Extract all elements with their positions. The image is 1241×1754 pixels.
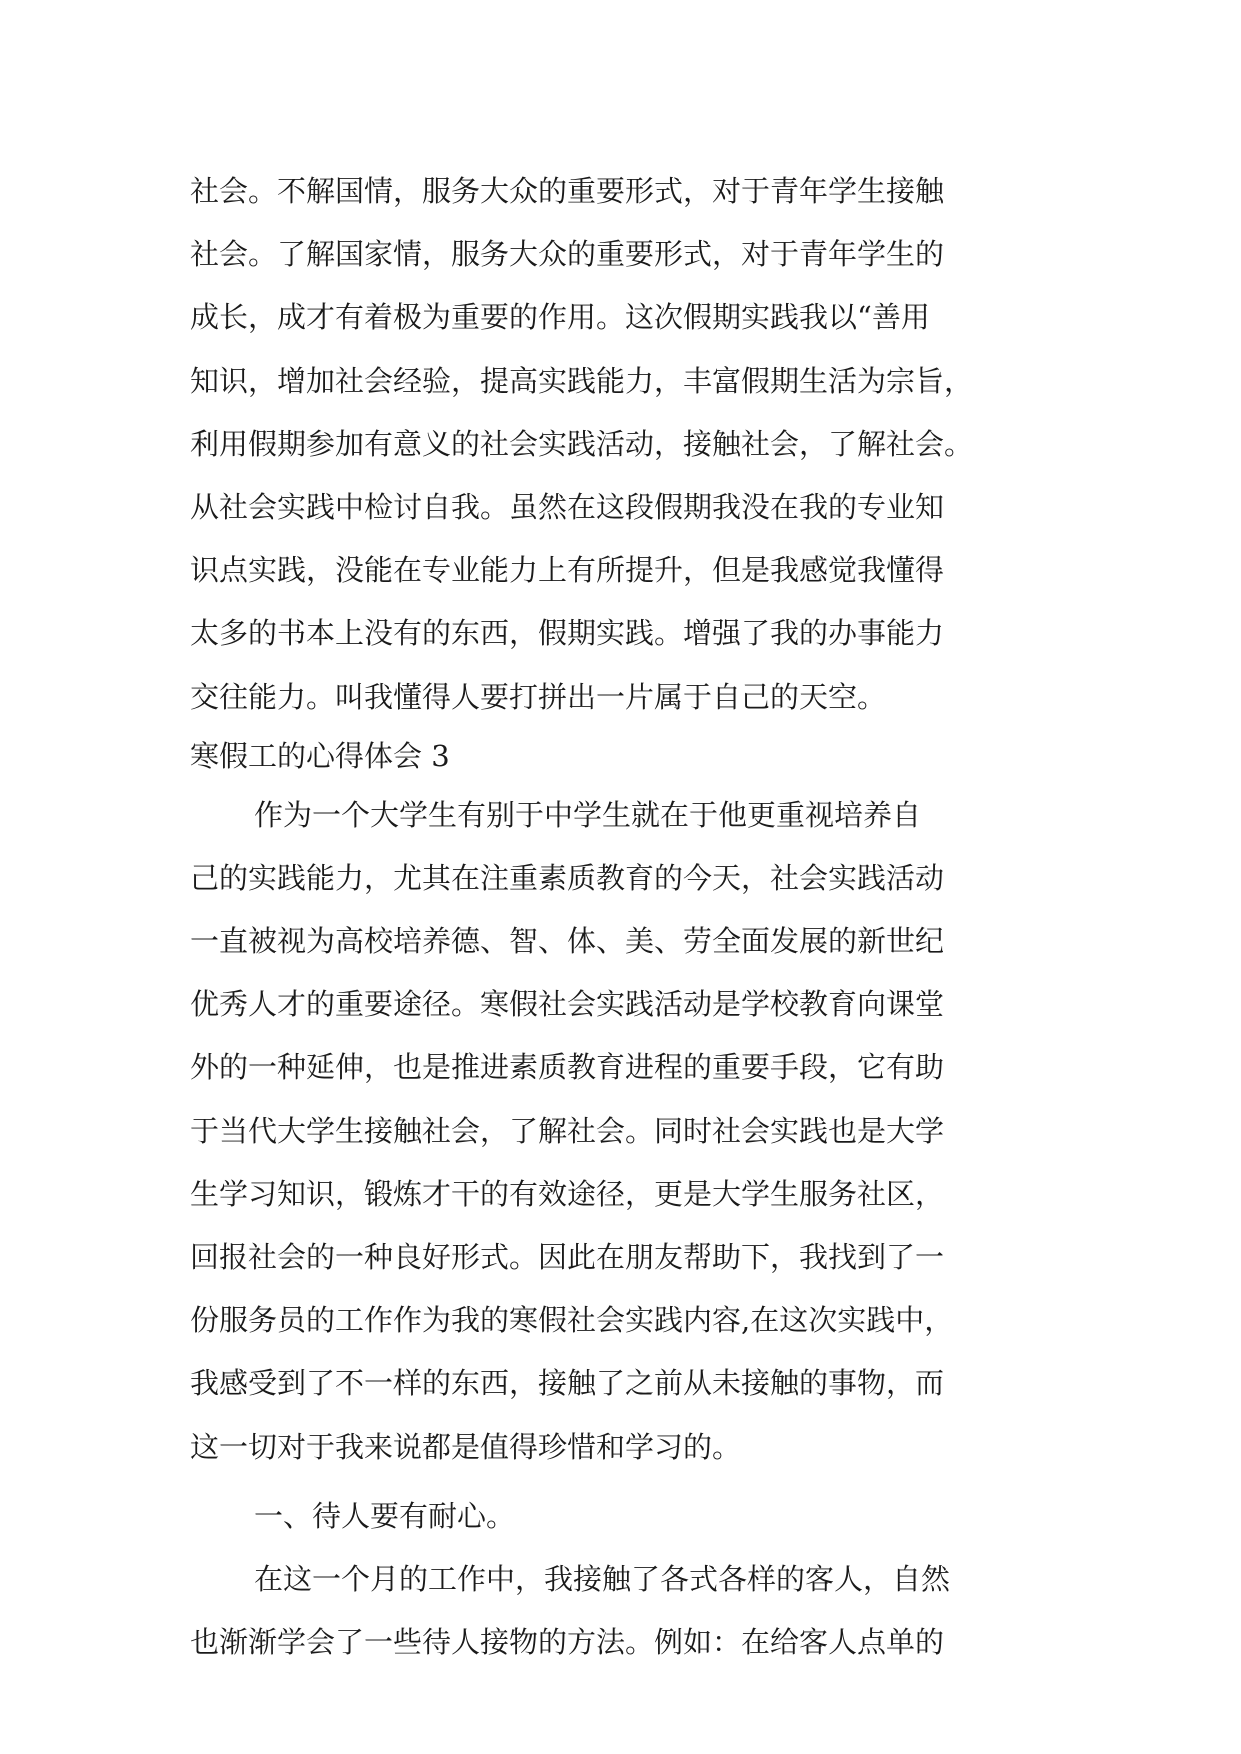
paragraph-2-line: 外的一种延伸，也是推进素质教育进程的重要手段，它有助 (190, 1050, 945, 1085)
paragraph-1-line: 利用假期参加有意义的社会实践活动，接触社会，了解社会。 (190, 426, 974, 461)
paragraph-2-line: 我感受到了不一样的东西，接触了之前从未接触的事物，而 (190, 1366, 945, 1401)
paragraph-1-line: 社会。不解国情，服务大众的重要形式，对于青年学生接触 (190, 174, 945, 208)
paragraph-2-line: 一直被视为高校培养德、智、体、美、劳全面发展的新世纪 (190, 924, 945, 959)
paragraph-2-line: 生学习知识，锻炼才干的有效途径，更是大学生服务社区， (190, 1176, 945, 1211)
section-title: 寒假工的心得体会 3 (190, 738, 450, 773)
paragraph-2-line: 这一切对于我来说都是值得珍惜和学习的。 (190, 1429, 742, 1464)
paragraph-3 (190, 1548, 1070, 1674)
paragraph-3-line: 也渐渐学会了一些待人接物的方法。例如：在给客人点单的 (190, 1625, 945, 1660)
paragraph-1-line: 知识，增加社会经验，提高实践能力，丰富假期生活为宗旨， (190, 363, 974, 398)
paragraph-1 (190, 160, 1070, 729)
paragraph-1-line: 识点实践，没能在专业能力上有所提升，但是我感觉我懂得 (190, 553, 945, 588)
paragraph-1-line: 从社会实践中检讨自我。虽然在这段假期我没在我的专业知 (190, 489, 945, 524)
paragraph-2-line: 份服务员的工作作为我的寒假社会实践内容,在这次实践中， (190, 1303, 954, 1338)
paragraph-1-line: 太多的书本上没有的东西，假期实践。增强了我的办事能力 (190, 616, 945, 651)
paragraph-3-line: 在这一个月的工作中，我接触了各式各样的客人，自然 (254, 1561, 951, 1596)
document-body (190, 160, 1070, 1674)
paragraph-2 (190, 784, 1070, 1479)
paragraph-2-line: 作为一个大学生有别于中学生就在于他更重视培养自 (254, 797, 922, 832)
paragraph-2-line: 于当代大学生接触社会，了解社会。同时社会实践也是大学 (190, 1113, 945, 1148)
paragraph-1-line: 社会。了解国家情，服务大众的重要形式，对于青年学生的 (190, 237, 945, 272)
paragraph-2-line: 己的实践能力，尤其在注重素质教育的今天，社会实践活动 (190, 860, 945, 895)
paragraph-2-line: 回报社会的一种良好形式。因此在朋友帮助下，我找到了一 (190, 1240, 945, 1274)
paragraph-2-line: 优秀人才的重要途径。寒假社会实践活动是学校教育向课堂 (190, 987, 945, 1022)
paragraph-1-line: 成长，成才有着极为重要的作用。这次假期实践我以“善用 (190, 300, 930, 335)
paragraph-1-line: 交往能力。叫我懂得人要打拼出一片属于自己的天空。 (190, 679, 887, 714)
subheading-1: 一、待人要有耐心。 (254, 1498, 516, 1533)
